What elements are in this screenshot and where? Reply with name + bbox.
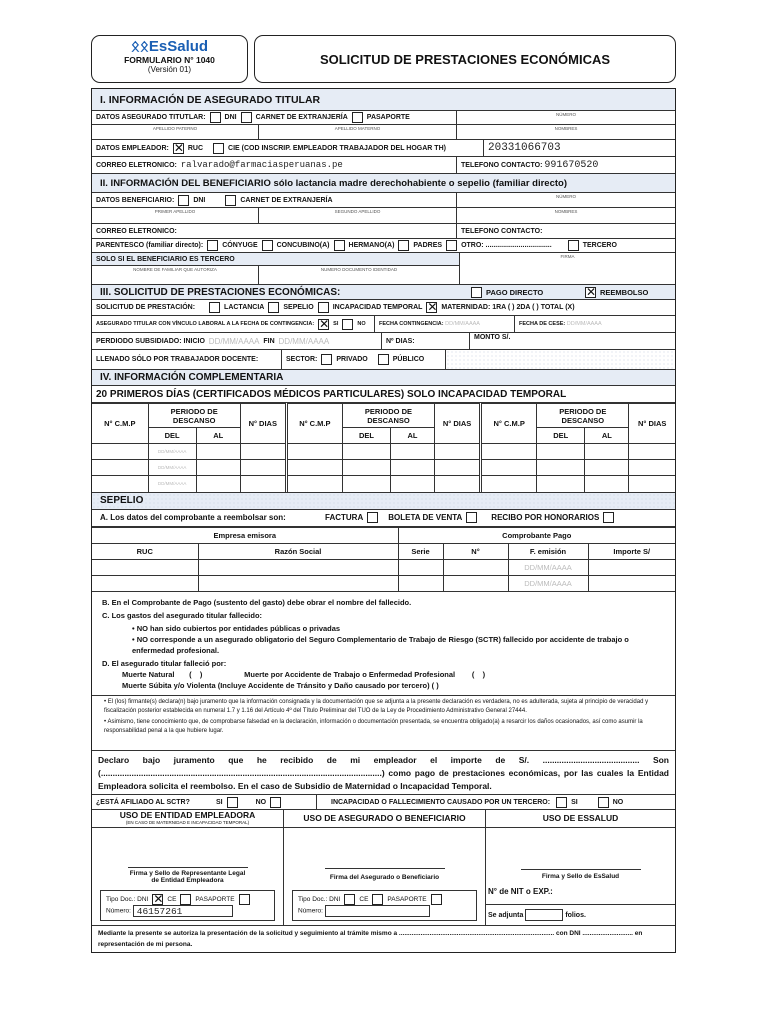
benef-carnet-checkbox[interactable] [225, 195, 236, 206]
primer-apellido-field[interactable]: PRIMER APELLIDO [92, 208, 259, 223]
sctr-si-checkbox[interactable] [227, 797, 238, 808]
aseg-numero-input[interactable] [325, 905, 430, 917]
empleador-numero-field[interactable]: 20331066703 [488, 142, 561, 154]
otro-checkbox[interactable] [446, 240, 457, 251]
section-4-subtitle: 20 PRIMEROS DÍAS (CERTIFICADOS MÉDICOS PARTICULARES) SOLO INCAPACIDAD TEMPORAL [92, 386, 675, 403]
section-3-header: III. SOLICITUD DE PRESTACIONES ECONÓMICAS: PAGO DIRECTO ✕ REEMBOLSO [92, 285, 675, 300]
carnet-checkbox[interactable] [241, 112, 252, 123]
sepelio-notes: B. En el Comprobante de Pago (sustento del gasto) debe obrar el nombre del fallecido. C. Los gastos del asegurado titular fallecido: • NO han sido cubiertos por entidades públicas o privadas • NO corresponde a un asegurado obligatorio del Seguro Complementario de Trabajo de Riesgo (SCTR) fallecido por accidente de trabajo o enfermedad profesional. D. El asegurado titular falleció por: Muerte Natural ( ) Muerte por Accidente de Trabajo o Enfermedad Profesional ( ) Muerte Súbita y/o Violenta (Incluye Accidente de Tránsito y Daño causado por tercero) ( ) [92, 592, 675, 696]
uso-asegurado: USO DE ASEGURADO O BENEFICIARIO Firma del Asegurado o Beneficiario Tipo Doc.: DNI CE PASAPORTE Número: [284, 810, 486, 925]
incapacidad-checkbox[interactable] [318, 302, 329, 313]
aseg-dni-checkbox[interactable] [344, 894, 355, 905]
emp-pasaporte-checkbox[interactable] [239, 894, 250, 905]
certificados-table: N° C.M.P PERIODO DE DESCANSO N° DIAS N° C.M.P PERIODO DE DESCANSO N° DIAS N° C.M.P PERIODO DE DESCANSO N° DIAS DEL AL DEL AL DEL AL DD/MM/AAAA DD/MM/AAAA DD/MM/AAAA [92, 403, 675, 493]
certificado-row: DD/MM/AAAA [92, 444, 675, 460]
titular-numero-field[interactable]: NÚMERO [556, 112, 576, 117]
benef-correo-field[interactable]: CORREO ELETRONICO: [92, 224, 457, 238]
comprobante-table: Empresa emisora Comprobante Pago RUC Razón Social Serie N° F. emisión Importe S/ DD/MM/AAAA DD/MM/AAAA [92, 527, 675, 593]
pago-directo-checkbox[interactable] [471, 287, 482, 298]
numero-documento-field[interactable]: NUMERO DOCUMENTO IDENTIDAD [320, 267, 398, 272]
form-number: FORMULARIO N° 1040 [124, 55, 215, 65]
section-2-header: II. INFORMACIÓN DEL BENEFICIARIO sólo lactancia madre derechohabiente o sepelio (familiar directo) [92, 174, 675, 193]
emp-dni-checkbox[interactable] [152, 894, 163, 905]
section-4-header: IV. INFORMACIÓN COMPLEMENTARIA [92, 370, 675, 386]
recibo-checkbox[interactable] [603, 512, 614, 523]
correo-field[interactable]: CORREO ELETRONICO: ralvarado@farmaciasperuanas.pe [92, 157, 457, 173]
form-version: (Versión 01) [147, 65, 192, 74]
comprobante-row: DD/MM/AAAA [92, 575, 675, 591]
maternidad-checkbox[interactable] [426, 302, 437, 313]
periodo-subsidiado-field[interactable]: PERDIODO SUBSIDIADO: INICIO DD/MM/AAAA FIN DD/MM/AAAA [92, 333, 382, 349]
comprobante-row: DD/MM/AAAA [92, 559, 675, 575]
concubino-checkbox[interactable] [262, 240, 273, 251]
tercero-checkbox[interactable] [568, 240, 579, 251]
declaracion-jurada: • El (los) firmante(s) declara(n) bajo juramento que la información consignada y la documentación que se adjunta a la presente declaración es verdadera, no es adulterada, sujeta al principio de veracidad y fiscalización posterior establecida en numeral 1.7 y 1.16 del Artículo 4º del Título Preliminar del TUO de la Ley de Procedimiento Administrativo General 27444. • Asimismo, tiene conocimiento que, de comprobarse falsedad en la declaración, información o documentación presentada, se encuentra obligado(a) a resarcir los daños ocasionados, así como asumir la responsabilidad penal a la que hubiere lugar. [92, 696, 675, 751]
aseg-ce-checkbox[interactable] [372, 894, 383, 905]
uso-essalud: USO DE ESSALUD Firma y Sello de EsSalud N° de NIT o EXP.: Se adjunta folios. [486, 810, 675, 925]
benef-dni-checkbox[interactable] [178, 195, 189, 206]
fecha-cese-field[interactable]: FECHA DE CESE: DD/MM/AAAA [519, 321, 602, 327]
lactancia-checkbox[interactable] [209, 302, 220, 313]
telefono-field[interactable]: TELEFONO CONTACTO: 991670520 [461, 159, 599, 171]
factura-checkbox[interactable] [367, 512, 378, 523]
certificado-row: DD/MM/AAAA [92, 476, 675, 492]
apellido-materno-field[interactable]: APELLIDO MATERNO [259, 125, 457, 139]
benef-telefono-field[interactable]: TELEFONO CONTACTO: [461, 227, 543, 235]
form: I. INFORMACIÓN DE ASEGURADO TITULAR DATOS ASEGURADO TITUTLAR: DNI CARNET DE EXTRANJERÍA PASAPORTE NÚMERO APELLIDO PATERNO APELLIDO MATERNO NOMBRES DATOS EMPLEADOR: ✕ RUC CIE (COD INSCRIP. EMPLEADOR TRABAJADOR DEL HOGAR TH) 20331066703 CORREO ELETRONICO: ralvarado@farmaciasperuanas.pe TELEFONO CONTACTO: 991670520 II. INFORMACIÓN DEL BENEFICIARIO sólo lactancia madre derechohabiente o sepelio (familiar directo) DATOS BENEFICIARIO: DNI CARNET DE EXTRANJERÍA NÚMERO PRIMER APELLIDO SEGUNDO APELLIDO NOMBRES CORREO ELETRONICO: TELEFONO CONTACTO: PARENTESCO (familiar directo): CÓNYUGE CONCUBINO(A) HERMANO(A) PADRES OTRO: .................................. TERCERO SOLO SI EL BENEFICIARIO ES TERCERO NOMBRE DE FAMILIAR QUE AUTORIZA NUMERO DOCUMENTO IDENTIDAD FIRMA III. SOLICITUD DE PRESTACIONES ECONÓMICAS: PAGO DIRECTO ✕ REEMBOLSO SOLICITUD DE PRESTACIÓN: LACTANCIA SEPELIO INCAPACIDAD TEMPORAL ✕ MATERNIDAD: 1RA ( ) 2DA ( ) TOTAL (X) ASEGURADO TITULAR CON VÍNCULO LABORAL A LA FECHA DE CONTINGENCIA: ✕ SI NO FECHA CONTINGENCIA: DD/MM/AAAA FECHA DE CESE: DD/MM/AAAA PERDIODO SUBSIDIADO: INICIO DD/MM/AAAA FIN DD/MM/AAAA Nº DIAS: MONTO S/. LLENADO SÓLO POR TRABAJADOR DOCENTE: SECTOR: PRIVADO PÚBLICO IV. INFORMACIÓN COMPLEMENTARIA 20 PRIMEROS DÍAS (CERTIFICADOS MÉDICOS PARTICULARES) SOLO INCAPACIDAD TEMPORAL N° C.M.P PERIODO DE DESCANSO N° DIAS N° C.M.P PERIODO DE DESCANSO N° DIAS N° C.M.P PERIODO DE DESCANSO N° DIAS DEL AL DEL AL DEL AL DD/MM/AAAA DD/MM/AAAA DD/MM/AAAA SEPELIO A. Los datos del comprobante a reembolsar son: FACTURA BOLETA DE VENTA RECIBO POR HONORARIOS Empresa emisora Comprobante Pago RUC Razón Social Serie N° F. emisión Importe S/ DD/MM/AAAA DD/MM/AAAA B. En el Comprobante de Pago (sustento del gasto) debe obrar el nombre del fallecido. C. Los gastos del asegurado titular fallecido: • NO han sido cubiertos por entidades públicas o privadas • NO corresponde a un asegurado obligatorio del Seguro Complementario de Trabajo de Riesgo (SCTR) fallecido por accidente de trabajo o enfermedad profesional. D. El asegurado titular falleció por: Muerte Natural ( ) Muerte por Accidente de Trabajo o Enfermedad Profesional ( ) Muerte Súbita y/o Violenta (Incluye Accidente de Tránsito y Daño causado por tercero) ( ) • El (los) firmante(s) declara(n) bajo juramento que la información consignada y la documentación que se adjunta a la presente declaración es verdadera, no es adulterada, sujeta al principio de veracidad y fiscalización posterior establecida en numeral 1.7 y 1.16 del Artículo 4º del Título Preliminar del TUO de la Ley de Procedimiento Administrativo General 27444. • Asimismo, tiene conocimiento que, de comprobarse falsedad en la declaración, información o documentación presentada, se encuentra obligado(a) a resarcir los daños ocasionados, así como asumir la responsabilidad penal a la que hubiere lugar. Declaro bajo juramento que he recibido de mi empleador el importe de S/. ......................................... Son (.......................................................................................................................) como pago de prestaciones económicas, por las cuales la Entidad Empleadora solicita el reembolso. En el caso de Subsidio de Maternidad o Incapacidad Temporal. ¿ESTÁ AFILIADO AL SCTR? SI NO INCAPACIDAD O FALLECIMIENTO CAUSADO POR UN TERCERO: SI NO USO DE ENTIDAD EMPLEADORA (EN CASO DE MATERNIDAD E INCAPACIDAD TEMPORAL) Firma y Sello de Representante Legal de Entidad Empleadora Tipo Doc.: DNI✕ CE PASAPORTE Número: 46157261 USO DE ASEGURADO O BENEFICIARIO Firma del Asegurado o Beneficiario Tipo Doc.: DNI CE PASAPORTE Número: USO DE ESSALUD Firma y Sello de EsSalud N° de NIT o EXP.: Se adjunta folios. Mediante la presente se autoriza la presentación de la solicitud y seguimiento al trámite mismo a ...................................................................................... con DNI ............................ en representación de mi persona. [91, 88, 676, 953]
cie-checkbox[interactable] [213, 143, 224, 154]
uso-empleadora: USO DE ENTIDAD EMPLEADORA (EN CASO DE MATERNIDAD E INCAPACIDAD TEMPORAL) Firma y Sello de Representante Legal de Entidad Empleadora Tipo Doc.: DNI✕ CE PASAPORTE Número: 46157261 [92, 810, 284, 925]
emp-ce-checkbox[interactable] [180, 894, 191, 905]
sctr-no-checkbox[interactable] [270, 797, 281, 808]
boleta-checkbox[interactable] [466, 512, 477, 523]
conyuge-checkbox[interactable] [207, 240, 218, 251]
benef-nombres-field[interactable]: NOMBRES [554, 209, 578, 214]
firma-field[interactable]: FIRMA [560, 254, 575, 259]
hermano-checkbox[interactable] [334, 240, 345, 251]
padres-checkbox[interactable] [398, 240, 409, 251]
reembolso-checkbox[interactable] [585, 287, 596, 298]
fecha-contingencia-field[interactable]: FECHA CONTINGENCIA: DD/MM/AAAA [375, 316, 515, 332]
monto-field[interactable]: MONTO S/. [474, 334, 511, 341]
tercero-si-checkbox[interactable] [556, 797, 567, 808]
folios-input[interactable] [525, 909, 563, 921]
tercero-no-checkbox[interactable] [598, 797, 609, 808]
section-1-header: I. INFORMACIÓN DE ASEGURADO TITULAR [92, 89, 675, 111]
aseg-pasaporte-checkbox[interactable] [431, 894, 442, 905]
ruc-checkbox[interactable] [173, 143, 184, 154]
vinculo-si-checkbox[interactable] [318, 319, 329, 330]
title-box [254, 35, 676, 83]
dni-checkbox[interactable] [210, 112, 221, 123]
essalud-logo: ᛟᛟEsSalud [130, 38, 209, 55]
sepelio-checkbox[interactable] [268, 302, 279, 313]
autorizacion: Mediante la presente se autoriza la presentación de la solicitud y seguimiento al trámite mismo a ...................................................................................... con DNI ............................ en representación de mi persona. [98, 930, 643, 948]
page-title: SOLICITUD DE PRESTACIONES ECONÓMICAS [319, 51, 611, 67]
apellido-paterno-field[interactable]: APELLIDO PATERNO [92, 125, 259, 139]
nombres-field[interactable]: NOMBRES [554, 126, 578, 131]
benef-numero-field[interactable]: NÚMERO [556, 194, 576, 199]
publico-checkbox[interactable] [378, 354, 389, 365]
segundo-apellido-field[interactable]: SEGUNDO APELLIDO [259, 208, 457, 223]
sepelio-header: SEPELIO [92, 493, 675, 510]
nombre-familiar-field[interactable]: NOMBRE DE FAMILIAR QUE AUTORIZA [92, 266, 259, 284]
certificado-row: DD/MM/AAAA [92, 460, 675, 476]
pasaporte-checkbox[interactable] [352, 112, 363, 123]
form-id-box [91, 35, 248, 83]
vinculo-no-checkbox[interactable] [342, 319, 353, 330]
privado-checkbox[interactable] [321, 354, 332, 365]
dias-field[interactable]: Nº DIAS: [382, 333, 470, 349]
family-icon: ᛟᛟ [130, 38, 149, 55]
emp-numero-input[interactable]: 46157261 [133, 905, 233, 917]
nit-field[interactable]: N° de NIT o EXP.: [486, 883, 675, 905]
